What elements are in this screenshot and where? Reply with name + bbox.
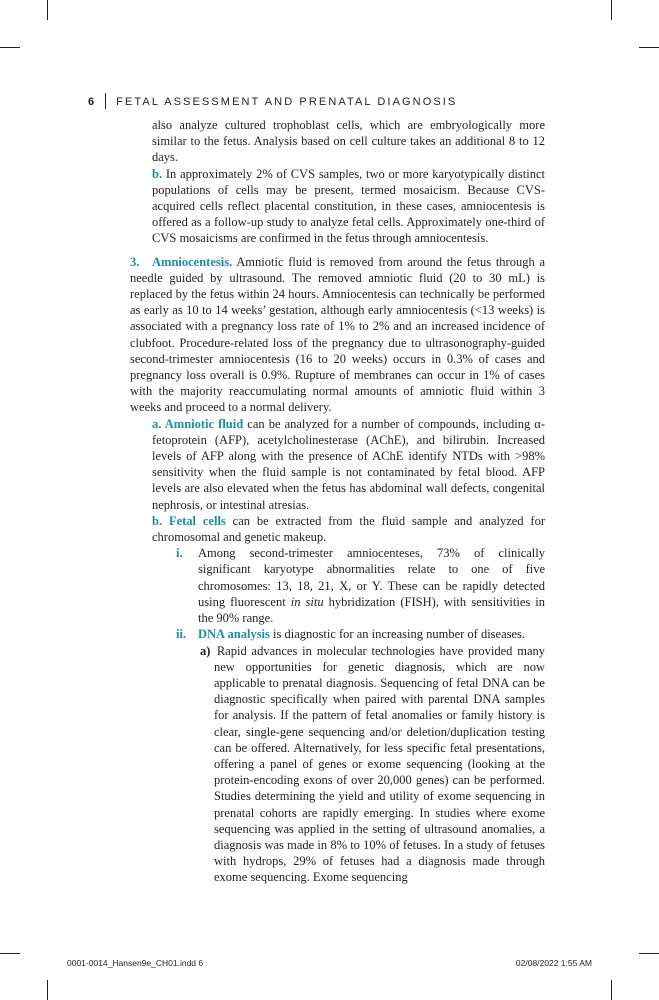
list-label-a: a)	[200, 643, 211, 658]
paragraph-text: In approximately 2% of CVS samples, two or more karyotypically distinct populations of cells may be present, termed mosaicism. Because CVS-acquired cells reflect placental constitution, in these cases, amniocentesis is offered as a follow-up study to analyze fetal cells. Approximately one-third of CVS mosaicisms are confirmed in the fetus through amniocentesis.	[152, 166, 546, 246]
header-divider	[105, 93, 106, 109]
list-item-i	[176, 545, 545, 626]
paragraph-text: hybridization (FISH), with sensitivities in the 90% range.	[198, 594, 546, 626]
paragraph-text: Among second-trimester amniocenteses, 73% of clinically significant karyotype abnormalities relate to one of five chromosomes: 13, 18, 21, X, or Y. These can be rapidly detected using fluorescent	[198, 546, 545, 609]
page-number: 6	[88, 96, 95, 108]
subheading-amniotic-fluid: a. Amniotic fluid	[152, 416, 244, 431]
page-body	[130, 117, 546, 886]
paragraph-intro: also analyze cultured trophoblast cells, which are embryologically more similar to the fetus. Analysis based on cell culture takes an additional 8 to 12 days.	[152, 118, 545, 165]
paragraph-text: Rapid advances in molecular technologies have provided many new opportunities for genetic diagnosis, which are now applicable to prenatal diagnosis. Sequencing of fetal DNA can be diagnostic specifically when paired with parental DNA samples for analysis. If the pattern of fetal anomalies or family history is clear, single-gene sequencing and/or deletion/duplication testing can be offered. Alternatively, for less specific fetal presentations, offering a panel of genes or exome sequencing (looking at the protein-encoding exons of over 20,000 genes) can be performed. Studies determining the yield and utility of exome sequencing in prenatal cohorts are rapidly emerging. In studies where exome sequencing was applied in the setting of ultrasound anomalies, a diagnosis was made in 8% to 10% of fetuses. In a study of fetuses with hydrops, 29% of fetuses had a diagnosis made through exome sequencing. Exome sequencing	[214, 643, 546, 885]
list-number-3: 3.	[130, 254, 140, 269]
italic-term: in situ	[290, 594, 324, 609]
section-heading: Amniocentesis.	[152, 254, 233, 269]
list-label-b: b.	[152, 166, 163, 181]
crop-mark-top-right	[611, 0, 612, 20]
list-label-i: i.	[176, 546, 183, 561]
crop-mark-left-upper	[0, 47, 20, 48]
crop-mark-right-upper	[639, 47, 659, 48]
section-amniocentesis	[130, 254, 545, 416]
subheading-dna-analysis: DNA analysis	[198, 627, 270, 642]
paragraph-text: Amniotic fluid is removed from around the fetus through a needle guided by ultrasound. The removed amniotic fluid (20 to 30 mL) is replaced by the fetus within 24 hours. Amniocentesis can technically be performed as early as 10 to 14 weeks’ gestation, although early amniocentesis (<13 weeks) is associated with a pregnancy loss rate of 1% to 2% and an increased incidence of clubfoot. Procedure-related loss of the pregnancy due to ultrasonography-guided second-trimester amniocentesis (16 to 20 weeks) occurs in 0.3% of cases and pregnancy loss overall is 0.9%. Rupture of membranes can occur in 1% of cases with the majority reaccumulating normal amounts of amniotic fluid within 3 weeks and proceed to a normal delivery.	[130, 254, 546, 415]
crop-mark-bottom-left	[47, 980, 48, 1000]
list-label-ii: ii.	[176, 627, 187, 642]
paragraph-fetal-cells	[152, 513, 545, 545]
paragraph-text: is diagnostic for an increasing number of diseases.	[273, 627, 526, 642]
running-title: FETAL ASSESSMENT AND PRENATAL DIAGNOSIS	[116, 96, 458, 108]
crop-mark-right-lower	[639, 953, 659, 954]
footer-timestamp: 02/08/2022 1:55 AM	[515, 958, 592, 968]
crop-mark-bottom-right	[611, 980, 612, 1000]
crop-mark-top-left	[47, 0, 48, 20]
paragraph-text: can be analyzed for a number of compounds, including α-fetoprotein (AFP), acetylcholinesterase (AChE), and bilirubin. Increased levels of AFP along with the presence of AChE identify NTDs with >98% sensitivity when the fluid sample is not contaminated by fetal blood. AFP levels are also elevated when the fetus has abdominal wall defects, congenital nephrosis, or intestinal atresias.	[152, 416, 546, 512]
paragraph-amniotic-fluid	[152, 416, 545, 513]
list-item-ii	[176, 626, 545, 642]
subheading-fetal-cells: b. Fetal cells	[152, 513, 226, 528]
paragraph-cvs-mosaicism	[152, 166, 545, 247]
footer-filename: 0001-0014_Hansen9e_CH01.indd 6	[67, 958, 204, 968]
crop-mark-left-lower	[0, 953, 20, 954]
running-header	[88, 93, 457, 109]
list-item-a	[200, 643, 545, 886]
paragraph-text: can be extracted from the fluid sample and analyzed for chromosomal and genetic makeup.	[152, 513, 545, 545]
